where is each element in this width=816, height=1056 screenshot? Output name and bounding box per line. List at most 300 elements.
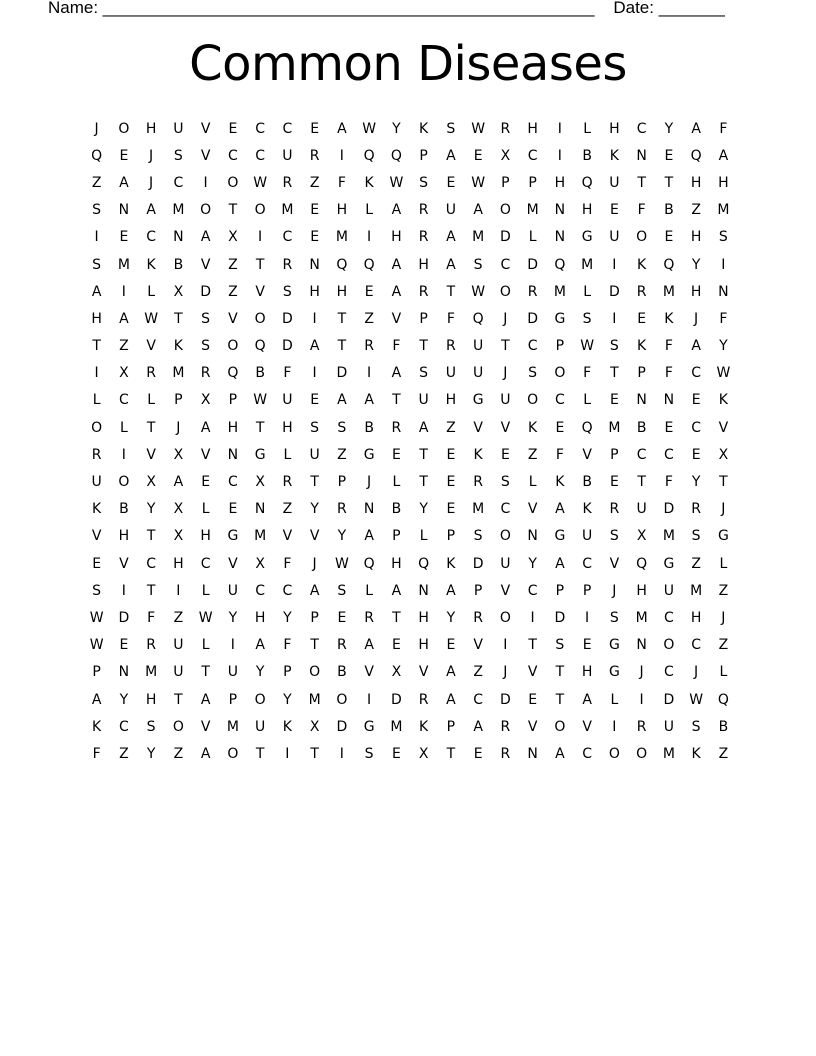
grid-letter: E [310,202,320,219]
grid-letter: N [418,582,429,599]
grid-letter: V [500,419,511,436]
grid-letter: R [500,120,511,137]
grid-letter: Q [363,256,375,273]
grid-letter: I [230,637,235,654]
grid-letter: T [419,338,428,355]
grid-row [83,686,737,713]
grid-letter: V [146,446,156,463]
grid-letter: E [555,419,565,436]
grid-letter: C [663,664,674,681]
grid-letter: A [555,555,565,572]
grid-letter: F [719,310,728,327]
grid-letter: J [149,147,154,164]
grid-letter: D [499,691,511,708]
grid-letter: Q [690,147,702,164]
grid-letter: J [612,582,617,599]
grid-letter: K [92,501,102,518]
grid-letter: J [694,310,699,327]
grid-row [83,142,737,169]
grid-letter: Z [228,256,238,273]
grid-letter: Z [282,501,293,518]
grid-letter: H [690,174,702,191]
grid-letter: Q [390,147,402,164]
grid-letter: U [309,446,320,463]
grid-letter: T [174,691,183,708]
grid-letter: U [636,501,647,518]
grid-letter: X [228,229,238,246]
grid-letter: N [118,202,130,219]
grid-letter: A [446,664,456,681]
grid-letter: W [471,174,486,191]
grid-letter: R [364,609,374,626]
grid-letter: A [200,419,211,436]
grid-letter: Z [91,174,102,191]
grid-letter: F [283,555,292,572]
grid-letter: S [691,528,701,545]
grid-letter: P [228,691,238,708]
grid-letter: W [89,637,104,654]
grid-letter: E [473,745,483,762]
grid-letter: E [473,147,483,164]
grid-letter: P [419,310,428,327]
grid-letter: R [282,256,293,273]
grid-letter: A [391,256,402,273]
grid-letter: M [472,229,485,246]
grid-letter: A [173,474,184,491]
grid-letter: W [580,338,595,355]
grid-letter: Z [473,664,483,681]
grid-letter: E [201,474,211,491]
grid-letter: B [718,718,729,735]
grid-letter: A [582,691,592,708]
grid-letter: N [527,528,538,545]
grid-letter: P [283,664,292,681]
grid-letter: Q [472,310,484,327]
grid-letter: I [339,147,344,164]
grid-letter: X [500,147,511,164]
grid-letter: O [118,120,130,137]
grid-letter: J [503,664,508,681]
grid-letter: Y [664,120,674,137]
grid-letter: N [636,637,647,654]
grid-letter: F [637,202,646,219]
grid-letter: S [473,528,483,545]
grid-row [83,387,737,414]
grid-letter: W [716,365,731,382]
grid-letter: C [282,229,293,246]
grid-letter: P [637,365,646,382]
grid-letter: H [282,419,293,436]
grid-letter: E [691,392,701,409]
grid-letter: S [201,310,211,327]
grid-letter: O [91,419,103,436]
grid-letter: V [200,120,211,137]
grid-letter: P [310,609,319,626]
grid-letter: V [527,664,538,681]
grid-letter: X [391,664,402,681]
grid-letter: E [310,229,320,246]
grid-letter: Z [718,745,729,762]
grid-letter: C [691,419,702,436]
grid-letter: D [336,718,348,735]
grid-letter: I [503,637,508,654]
grid-letter: G [554,528,566,545]
grid-letter: I [639,691,644,708]
grid-letter: E [664,419,674,436]
grid-letter: Y [691,474,701,491]
grid-letter: J [149,174,154,191]
grid-letter: P [228,392,238,409]
grid-letter: U [473,338,484,355]
grid-letter: A [446,147,456,164]
grid-letter: C [582,745,593,762]
grid-letter: Q [91,147,103,164]
word-search-grid [83,115,737,768]
grid-letter: H [609,120,620,137]
grid-letter: C [691,365,702,382]
grid-letter: V [473,637,483,654]
grid-row [83,523,737,550]
grid-letter: D [663,691,675,708]
grid-letter: X [173,283,184,300]
grid-letter: T [446,283,456,300]
grid-letter: J [503,310,508,327]
grid-letter: V [500,582,511,599]
grid-letter: J [639,664,644,681]
grid-letter: P [446,528,456,545]
grid-letter: A [555,501,565,518]
grid-letter: N [363,501,375,518]
grid-letter: I [721,256,726,273]
grid-letter: H [718,174,729,191]
grid-letter: S [146,718,156,735]
grid-letter: F [337,174,346,191]
grid-letter: O [499,283,511,300]
grid-letter: G [581,229,593,246]
grid-letter: H [690,283,702,300]
grid-letter: T [637,174,646,191]
grid-letter: R [200,365,211,382]
grid-letter: K [173,338,183,355]
grid-letter: K [92,718,102,735]
grid-letter: W [198,609,213,626]
grid-letter: F [446,310,455,327]
grid-row [83,496,737,523]
grid-letter: M [226,718,239,735]
grid-letter: Q [254,338,266,355]
grid-letter: X [418,745,429,762]
grid-letter: G [554,310,566,327]
grid-letter: A [446,582,456,599]
grid-letter: R [146,365,156,382]
grid-letter: O [499,609,511,626]
grid-letter: V [119,555,129,572]
grid-letter: N [173,229,184,246]
grid-letter: C [200,555,211,572]
grid-letter: P [582,582,592,599]
grid-letter: Q [581,419,593,436]
grid-letter: E [609,392,619,409]
grid-letter: D [118,609,130,626]
grid-letter: V [146,338,156,355]
grid-letter: Z [173,609,184,626]
grid-letter: C [527,147,538,164]
grid-letter: N [554,202,566,219]
grid-letter: H [418,609,429,626]
grid-letter: G [227,528,239,545]
grid-letter: E [228,120,238,137]
grid-letter: H [200,528,211,545]
grid-letter: I [285,745,290,762]
grid-letter: S [555,637,565,654]
grid-letter: X [255,474,265,491]
grid-letter: H [581,202,593,219]
grid-letter: L [119,419,128,436]
grid-letter: E [228,501,238,518]
grid-letter: Y [283,691,292,708]
grid-letter: L [528,229,537,246]
grid-letter: R [500,745,511,762]
grid-letter: M [117,256,130,273]
grid-row [83,360,737,387]
grid-letter: A [446,256,456,273]
grid-letter: E [119,147,129,164]
grid-letter: A [691,120,701,137]
grid-row [83,251,737,278]
grid-letter: V [228,555,238,572]
grid-letter: L [419,528,428,545]
grid-letter: N [554,229,566,246]
grid-letter: J [721,501,726,518]
grid-letter: X [200,392,211,409]
grid-letter: M [172,202,185,219]
grid-letter: T [92,338,101,355]
grid-letter: L [610,691,619,708]
grid-letter: U [255,718,266,735]
grid-letter: E [310,392,320,409]
grid-letter: T [255,745,265,762]
grid-letter: W [253,174,268,191]
grid-letter: K [446,555,456,572]
grid-letter: O [336,691,348,708]
grid-letter: T [419,474,428,491]
grid-letter: H [336,283,348,300]
grid-letter: J [503,365,508,382]
grid-letter: D [390,691,402,708]
grid-row [83,740,737,767]
grid-letter: I [94,229,99,246]
grid-letter: Y [119,691,129,708]
grid-letter: U [609,229,620,246]
grid-letter: S [310,419,320,436]
grid-letter: X [119,365,129,382]
grid-letter: Y [255,664,265,681]
grid-letter: S [609,528,619,545]
grid-letter: R [500,718,511,735]
grid-letter: S [92,256,102,273]
grid-letter: X [173,446,184,463]
grid-letter: W [471,120,486,137]
grid-letter: D [527,256,539,273]
grid-letter: N [527,745,538,762]
grid-letter: I [258,229,263,246]
grid-letter: C [118,392,129,409]
grid-letter: Q [663,256,675,273]
grid-letter: A [200,745,211,762]
grid-letter: M [581,256,594,273]
grid-letter: N [663,392,675,409]
grid-letter: Z [718,637,729,654]
grid-letter: M [390,718,403,735]
grid-letter: F [555,446,564,463]
grid-letter: D [554,609,566,626]
grid-letter: U [663,718,674,735]
grid-row [83,197,737,224]
grid-letter: C [227,474,238,491]
grid-letter: R [473,474,483,491]
grid-letter: E [92,555,102,572]
grid-letter: V [718,419,729,436]
grid-letter: G [363,718,375,735]
grid-letter: T [310,474,319,491]
grid-letter: F [664,365,673,382]
grid-letter: I [312,365,317,382]
grid-letter: T [555,664,565,681]
grid-letter: O [254,310,266,327]
grid-letter: A [337,120,347,137]
grid-letter: R [527,283,538,300]
grid-letter: X [255,555,265,572]
grid-letter: M [281,202,294,219]
grid-letter: L [147,392,156,409]
grid-letter: A [473,202,483,219]
grid-letter: V [473,419,483,436]
grid-letter: G [254,446,266,463]
grid-letter: E [391,446,401,463]
grid-letter: Y [146,501,156,518]
grid-letter: S [337,419,347,436]
grid-letter: Y [392,120,401,137]
grid-letter: S [282,283,292,300]
grid-letter: I [612,718,617,735]
grid-letter: T [664,174,674,191]
grid-letter: T [719,474,728,491]
grid-row [83,604,737,631]
grid-letter: K [637,338,647,355]
grid-letter: R [446,338,456,355]
grid-letter: U [227,664,238,681]
grid-letter: B [664,202,674,219]
grid-letter: E [446,637,456,654]
grid-letter: U [282,392,293,409]
grid-letter: D [527,310,539,327]
grid-letter: H [145,120,157,137]
grid-letter: P [446,718,456,735]
grid-letter: D [336,365,348,382]
grid-letter: W [389,174,404,191]
grid-letter: H [418,637,429,654]
grid-letter: T [337,310,347,327]
grid-row [83,632,737,659]
grid-letter: N [636,392,647,409]
grid-letter: B [364,419,374,436]
grid-letter: L [365,202,374,219]
grid-letter: Z [119,338,129,355]
grid-letter: P [528,174,537,191]
grid-letter: U [91,474,102,491]
grid-letter: O [200,202,212,219]
grid-letter: R [391,419,402,436]
grid-letter: V [282,528,293,545]
grid-letter: O [663,637,675,654]
grid-letter: O [227,745,239,762]
grid-letter: R [91,446,102,463]
grid-letter: I [612,256,617,273]
grid-letter: G [363,446,375,463]
grid-letter: M [662,528,675,545]
grid-letter: A [119,310,129,327]
grid-letter: G [608,637,620,654]
grid-letter: C [255,120,266,137]
grid-letter: S [419,365,429,382]
grid-letter: Y [528,555,537,572]
grid-letter: O [554,718,566,735]
grid-letter: A [391,202,402,219]
grid-letter: Y [691,256,701,273]
grid-letter: M [308,691,321,708]
grid-letter: C [500,256,511,273]
grid-letter: N [309,256,320,273]
grid-letter: V [309,528,320,545]
grid-letter: E [391,745,401,762]
grid-letter: C [473,691,484,708]
grid-letter: G [472,392,484,409]
grid-letter: U [663,582,674,599]
grid-letter: S [92,582,102,599]
grid-letter: Z [718,582,729,599]
grid-letter: A [391,283,402,300]
grid-letter: Z [364,310,374,327]
grid-letter: K [637,256,647,273]
grid-letter: Y [310,501,319,518]
grid-letter: S [446,120,456,137]
grid-letter: E [310,120,320,137]
grid-letter: P [555,338,565,355]
grid-letter: T [610,365,619,382]
grid-letter: H [145,691,157,708]
grid-letter: C [663,609,674,626]
grid-letter: G [608,664,620,681]
grid-letter: R [418,202,429,219]
grid-row [83,713,737,740]
grid-letter: L [283,446,292,463]
grid-letter: C [582,555,593,572]
grid-letter: C [146,229,157,246]
grid-letter: P [419,147,428,164]
grid-letter: P [473,582,483,599]
grid-letter: A [446,229,456,246]
grid-letter: K [364,174,374,191]
grid-letter: Z [173,745,184,762]
grid-letter: E [528,691,538,708]
grid-letter: W [89,609,104,626]
grid-letter: O [499,202,511,219]
grid-letter: H [581,664,593,681]
grid-letter: L [392,474,401,491]
grid-letter: N [718,283,729,300]
grid-letter: B [582,474,592,491]
grid-letter: Y [446,609,456,626]
